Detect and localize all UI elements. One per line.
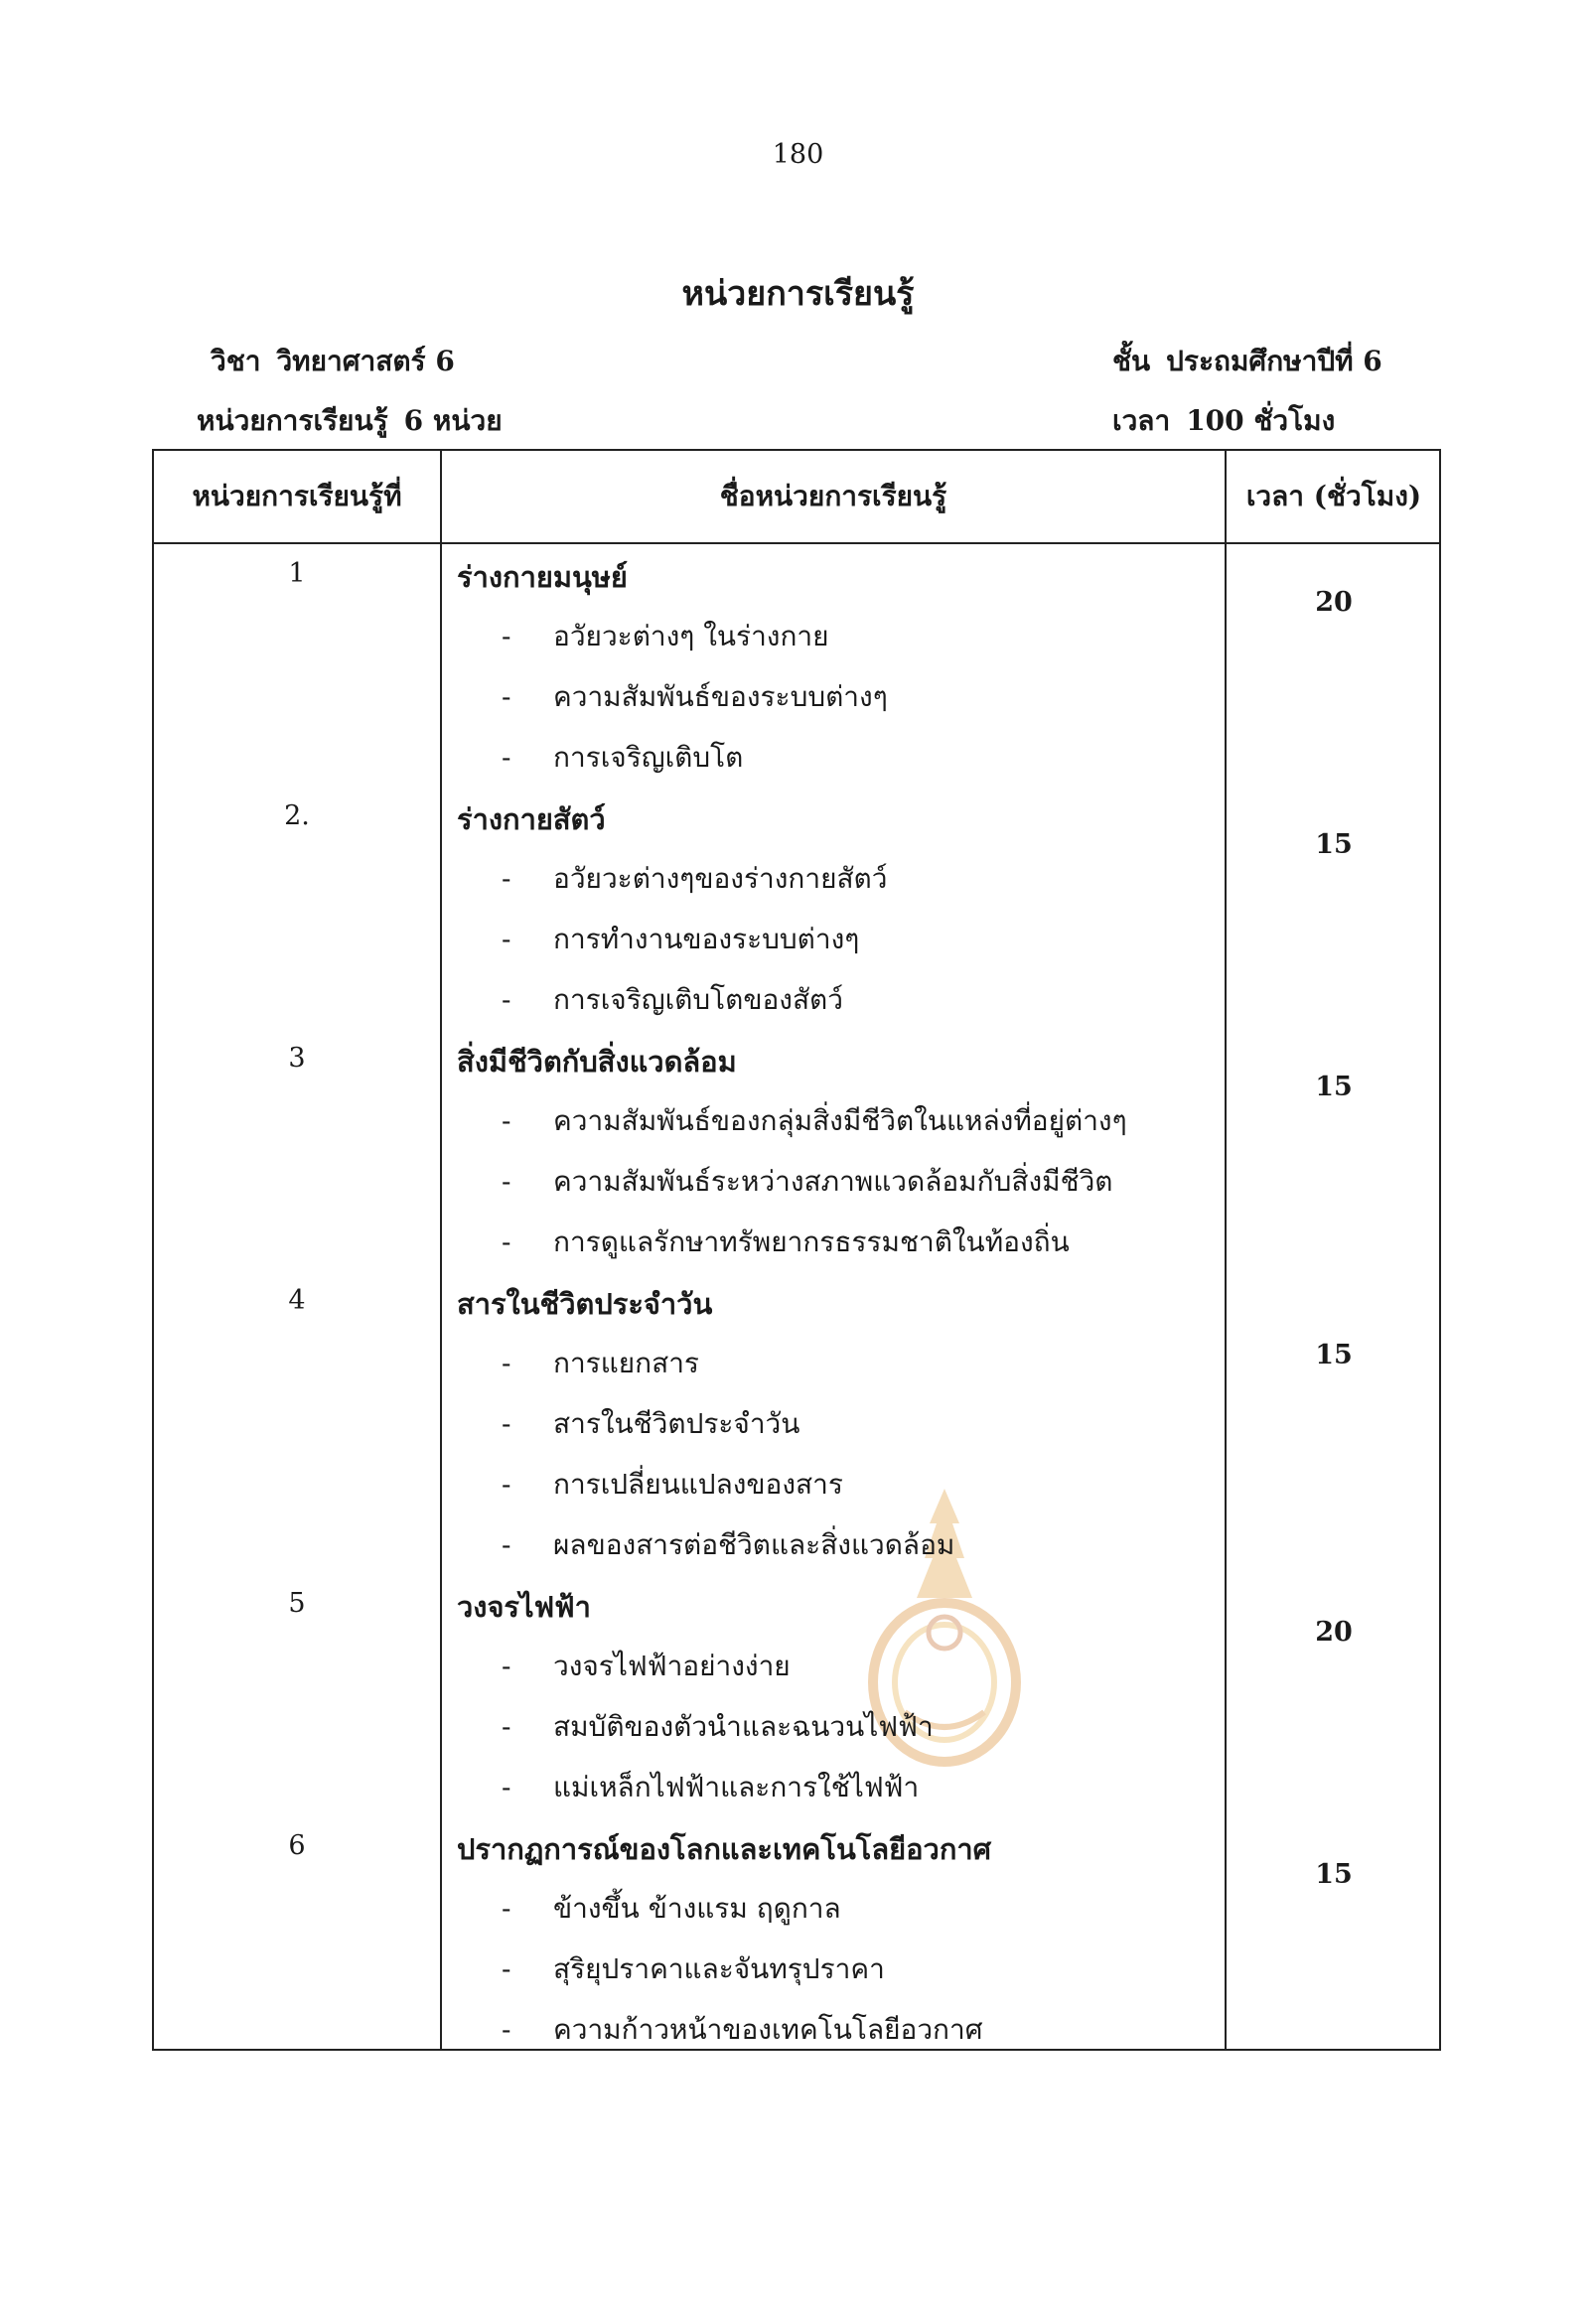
unit-title: สารในชีวิตประจำวัน — [457, 1287, 713, 1321]
unit-number: 6 — [288, 1830, 306, 1861]
unit-number: 2. — [284, 800, 310, 831]
topic-item — [502, 1342, 699, 1385]
units-label: หน่วยการเรียนรู้ — [197, 404, 388, 437]
topic-item — [502, 675, 888, 719]
units-line — [197, 399, 503, 443]
unit-title: ร่างกายสัตว์ — [457, 802, 606, 836]
header-hours: เวลา (ชั่วโมง) — [1245, 480, 1422, 512]
column-divider — [440, 451, 442, 2049]
bullet-dash: - — [502, 1710, 511, 1743]
subject-label: วิชา — [211, 345, 261, 377]
topic-item — [502, 1221, 1070, 1264]
bullet-dash: - — [502, 1892, 511, 1925]
bullet-dash: - — [502, 1225, 511, 1258]
topic-text: ความสัมพันธ์ของกลุ่มสิ่งมีชีวิตในแหล่งที่อยู่ต่างๆ — [553, 1104, 1127, 1137]
subject-line — [211, 340, 455, 383]
topic-item — [502, 1160, 1113, 1204]
topic-text: การเจริญเติบโต — [553, 741, 744, 774]
bullet-dash: - — [502, 923, 511, 955]
topic-text: สมบัติของตัวนำและฉนวนไฟฟ้า — [553, 1710, 934, 1743]
bullet-dash: - — [502, 983, 511, 1016]
topic-text: การดูแลรักษาทรัพยากรธรรมชาติในท้องถิ่น — [553, 1225, 1070, 1258]
topic-text: การทำงานของระบบต่างๆ — [553, 923, 860, 955]
topic-text: แม่เหล็กไฟฟ้าและการใช้ไฟฟ้า — [553, 1771, 920, 1803]
topic-text: ความสัมพันธ์ระหว่างสภาพแวดล้อมกับสิ่งมีชีวิต — [553, 1165, 1113, 1198]
document-title: หน่วยการเรียนรู้ — [681, 274, 915, 314]
units-value: 6 หน่วย — [403, 404, 503, 437]
topic-text: ข้างขึ้น ข้างแรม ฤดูกาล — [553, 1892, 841, 1925]
topic-item — [502, 1402, 799, 1446]
topic-item — [502, 1463, 843, 1507]
unit-title: วงจรไฟฟ้า — [457, 1590, 591, 1624]
bullet-dash: - — [502, 862, 511, 895]
bullet-dash: - — [502, 1468, 511, 1501]
bullet-dash: - — [502, 1650, 511, 1682]
bullet-dash: - — [502, 1952, 511, 1985]
bullet-dash: - — [502, 620, 511, 652]
topic-item — [502, 615, 829, 658]
column-divider — [1225, 451, 1227, 2049]
header-divider — [154, 542, 1439, 544]
unit-number: 1 — [288, 558, 306, 589]
topic-item — [502, 1766, 919, 1809]
topic-item — [502, 857, 887, 901]
topic-item — [502, 1947, 885, 1991]
bullet-dash: - — [502, 680, 511, 713]
unit-number: 3 — [288, 1043, 306, 1074]
topic-text: การแยกสาร — [553, 1347, 699, 1379]
unit-hours: 20 — [1315, 1617, 1353, 1648]
topic-text: การเปลี่ยนแปลงของสาร — [553, 1468, 843, 1501]
grade-line — [1112, 340, 1382, 383]
topic-text: วงจรไฟฟ้าอย่างง่าย — [553, 1650, 791, 1682]
unit-title: ปรากฏการณ์ของโลกและเทคโนโลยีอวกาศ — [457, 1832, 992, 1866]
bullet-dash: - — [502, 1407, 511, 1440]
topic-item — [502, 1523, 954, 1567]
topic-item — [502, 918, 859, 961]
bullet-dash: - — [502, 1347, 511, 1379]
bullet-dash: - — [502, 1104, 511, 1137]
topic-item — [502, 736, 743, 780]
topic-text: ผลของสารต่อชีวิตและสิ่งแวดล้อม — [553, 1528, 955, 1561]
header-unit-name: ชื่อหน่วยการเรียนรู้ — [719, 480, 947, 512]
topic-text: สุริยุปราคาและจันทรุปราคา — [553, 1952, 885, 1985]
unit-title: สิ่งมีชีวิตกับสิ่งแวดล้อม — [457, 1045, 737, 1079]
time-line — [1112, 399, 1335, 443]
topic-text: การเจริญเติบโตของสัตว์ — [553, 983, 843, 1016]
bullet-dash: - — [502, 1771, 511, 1803]
unit-hours: 15 — [1315, 1340, 1353, 1370]
page-number: 180 — [772, 139, 824, 170]
bullet-dash: - — [502, 2013, 511, 2046]
bullet-dash: - — [502, 741, 511, 774]
unit-hours: 15 — [1315, 829, 1353, 860]
time-label: เวลา — [1112, 404, 1171, 437]
topic-item — [502, 2008, 983, 2052]
topic-item — [502, 1887, 841, 1931]
unit-hours: 20 — [1315, 587, 1353, 618]
topic-text: ความสัมพันธ์ของระบบต่างๆ — [553, 680, 888, 713]
unit-number: 4 — [288, 1285, 306, 1316]
topic-item — [502, 1099, 1127, 1143]
unit-title: ร่างกายมนุษย์ — [457, 560, 628, 594]
unit-number: 5 — [288, 1588, 306, 1619]
topic-item — [502, 1645, 791, 1688]
bullet-dash: - — [502, 1528, 511, 1561]
topic-text: ความก้าวหน้าของเทคโนโลยีอวกาศ — [553, 2013, 983, 2046]
bullet-dash: - — [502, 1165, 511, 1198]
grade-label: ชั้น — [1112, 345, 1151, 377]
unit-hours: 15 — [1315, 1859, 1353, 1890]
topic-text: อวัยวะต่างๆ ในร่างกาย — [553, 620, 829, 652]
subject-value: วิทยาศาสตร์ 6 — [276, 345, 455, 377]
topic-item — [502, 978, 843, 1022]
grade-value: ประถมศึกษาปีที่ 6 — [1166, 345, 1382, 377]
topic-item — [502, 1705, 934, 1749]
topic-text: สารในชีวิตประจำวัน — [553, 1407, 800, 1440]
topic-text: อวัยวะต่างๆของร่างกายสัตว์ — [553, 862, 888, 895]
unit-hours: 15 — [1315, 1072, 1353, 1102]
units-table — [152, 449, 1441, 2051]
time-value: 100 ชั่วโมง — [1186, 404, 1336, 437]
header-unit-number: หน่วยการเรียนรู้ที่ — [192, 480, 402, 512]
